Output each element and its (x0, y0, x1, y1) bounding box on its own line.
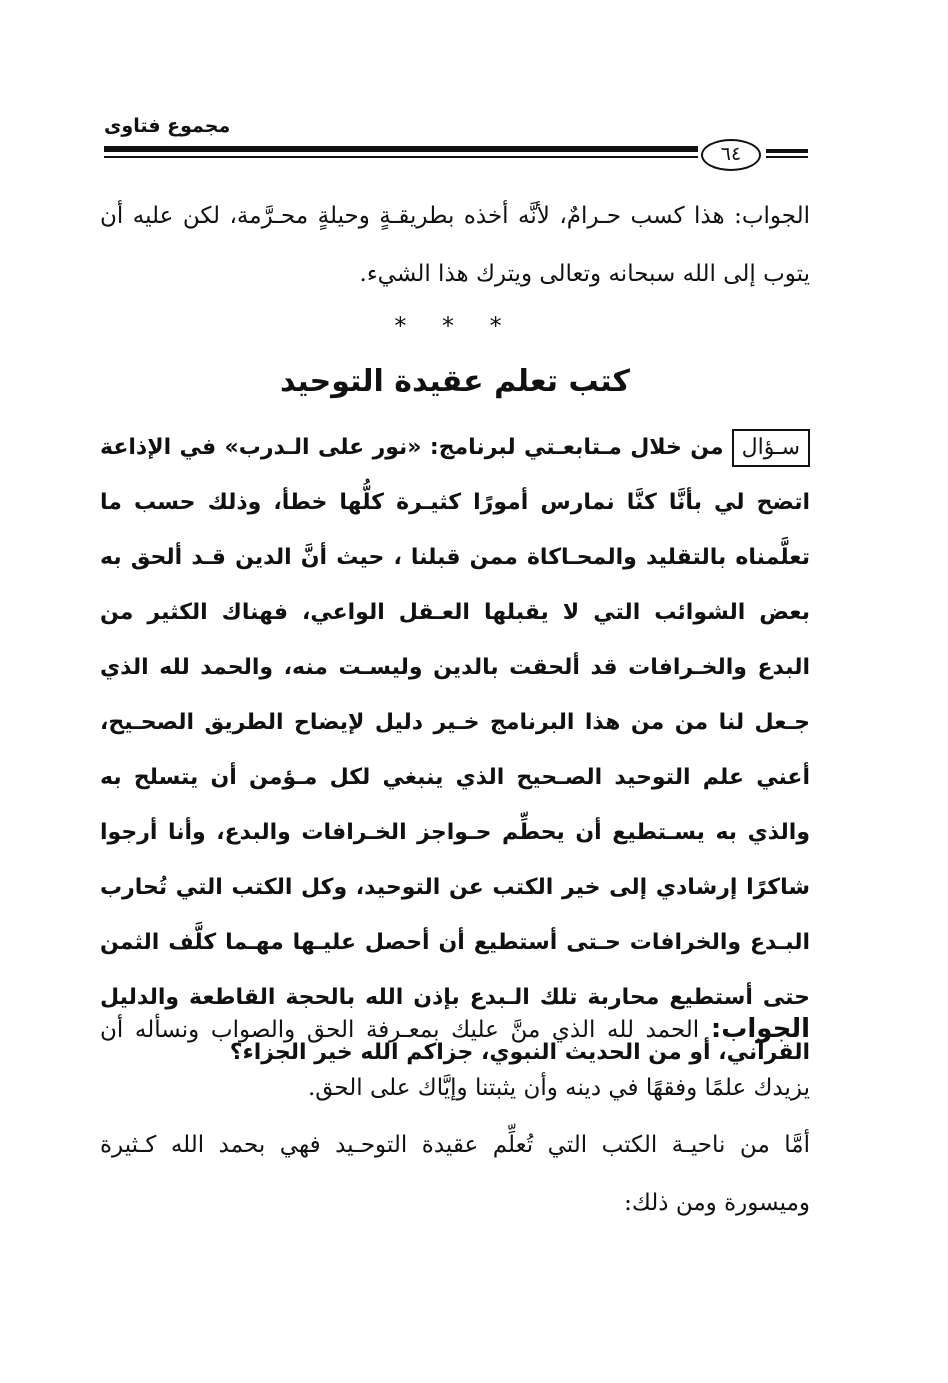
answer-text: الحمد لله الذي منَّ عليك بمعـرفة الحق والصواب ونسأله أن يزيدك علمًا وفقهًا في دينه وأن يثبتنا وإيَّاك على الحق. (100, 1017, 810, 1101)
question-text: من خلال مـتابعـتي لبرنامج: «نور على الـدرب» في الإذاعة اتضح لي بأنَّا كنَّا نمارس أمورًا كثيـرة كلُّها خطأ، وذلك حسب ما تعلَّمناه بالتقليد والمحـاكاة ممن قبلنا ، حيث أنَّ الدين قـد ألحق به بعض الشوائب التي لا يقبلها العـقل الواعي، فهناك الكثير من البدع والخـرافات قد ألحقت بالدين وليسـت منه، والحمد لله الذي جـعل لنا من من هذا البرنامج خـير دليل لإيضاح الطريق الصحـيح، أعني علم التوحيد الصـحيح الذي ينبغي لكل مـؤمن أن يتسلح به والذي به يسـتطيع أن يحطِّم حـواجز الخـرافات والبدع، وأنا أرجوا شاكرًا إرشادي إلى خير الكتب عن التوحيد، وكل الكتب التي تُحارب البـدع والخرافات حـتى أستطيع أن أحصل عليـها مهـما كلَّف الثمن حتى أستطيع محاربة تلك الـبدع بإذن الله بالحجة القاطعة والدليل القرآني، أو من الحديث النبوي، جزاكم الله خير الجزاء؟ (100, 435, 810, 1065)
question-label: سـؤال (732, 429, 810, 467)
header-rule-short-thick (766, 149, 808, 153)
answer-paragraph (100, 1000, 810, 1117)
header-rule-short-thin (766, 156, 808, 158)
page-number: ٦٤ (701, 139, 761, 171)
header-rule-thick (104, 146, 698, 152)
answer-label: الجواب: (710, 1014, 810, 1044)
running-title: مجموع فتاوى (104, 115, 231, 137)
answer-paragraph-previous: الجواب: هذا كسب حـرامٌ، لأنَّه أخذه بطريقـةٍ وحيلةٍ محـرَّمة، لكن عليه أن يتوب إلى الله سبحانه وتعالى ويترك هذا الشيء. (100, 203, 810, 287)
answer-paragraph-books: أمَّا من ناحيـة الكتب التي تُعلِّم عقيدة التوحـيد فهي بحمد الله كـثيرة وميسورة ومن ذلك: (100, 1132, 810, 1216)
section-separator: * * * (394, 312, 516, 340)
section-title: كتب تعلم عقيدة التوحيد (280, 364, 630, 399)
question-paragraph (100, 420, 810, 1080)
header-rule-thin (104, 156, 698, 158)
